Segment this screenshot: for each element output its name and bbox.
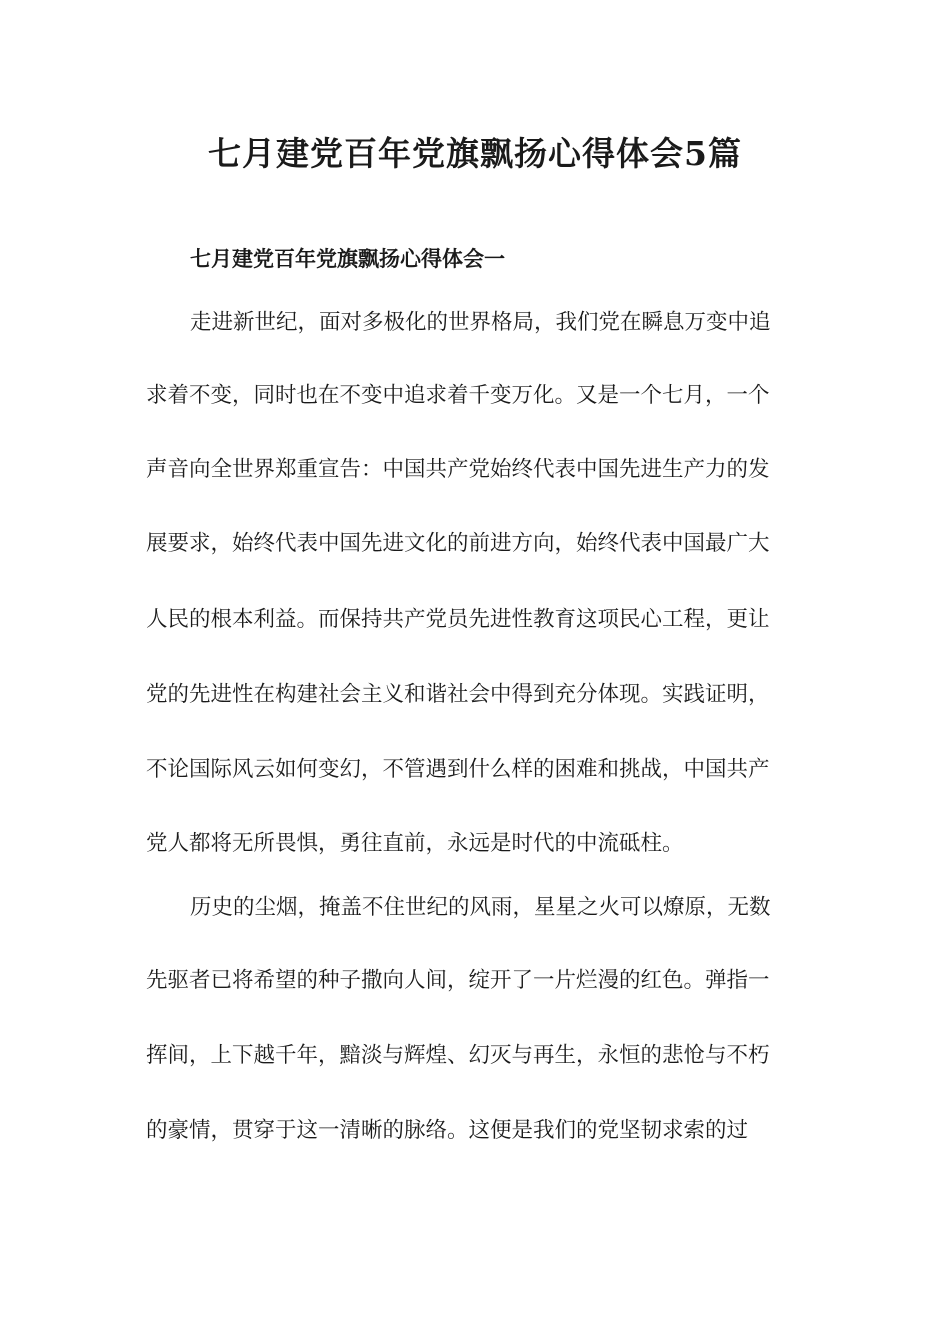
paragraph-line: 展要求，始终代表中国先进文化的前进方向，始终代表中国最广大 [146, 531, 770, 556]
paragraph-line: 求着不变，同时也在不变中追求着千变万化。又是一个七月，一个 [146, 383, 770, 408]
document-title: 七月建党百年党旗飘扬心得体会5篇 [208, 134, 742, 173]
paragraph-line: 走进新世纪，面对多极化的世界格局，我们党在瞬息万变中追 [190, 310, 771, 335]
paragraph-line: 历史的尘烟，掩盖不住世纪的风雨，星星之火可以燎原，无数 [190, 895, 771, 920]
paragraph-line: 党的先进性在构建社会主义和谐社会中得到充分体现。实践证明， [146, 682, 770, 707]
paragraph-line: 人民的根本利益。而保持共产党员先进性教育这项民心工程，更让 [146, 607, 770, 632]
paragraph-line: 挥间，上下越千年，黯淡与辉煌、幻灭与再生，永恒的悲怆与不朽 [146, 1043, 770, 1068]
section-heading: 七月建党百年党旗飘扬心得体会一 [190, 246, 505, 271]
paragraph-line: 不论国际风云如何变幻，不管遇到什么样的困难和挑战，中国共产 [146, 757, 770, 782]
paragraph-line: 的豪情，贯穿于这一清晰的脉络。这便是我们的党坚韧求索的过 [146, 1118, 749, 1143]
paragraph-line: 党人都将无所畏惧，勇往直前，永远是时代的中流砥柱。 [146, 831, 684, 856]
paragraph-line: 声音向全世界郑重宣告：中国共产党始终代表中国先进生产力的发 [146, 457, 770, 482]
paragraph-line: 先驱者已将希望的种子撒向人间，绽开了一片烂漫的红色。弹指一 [146, 968, 770, 993]
